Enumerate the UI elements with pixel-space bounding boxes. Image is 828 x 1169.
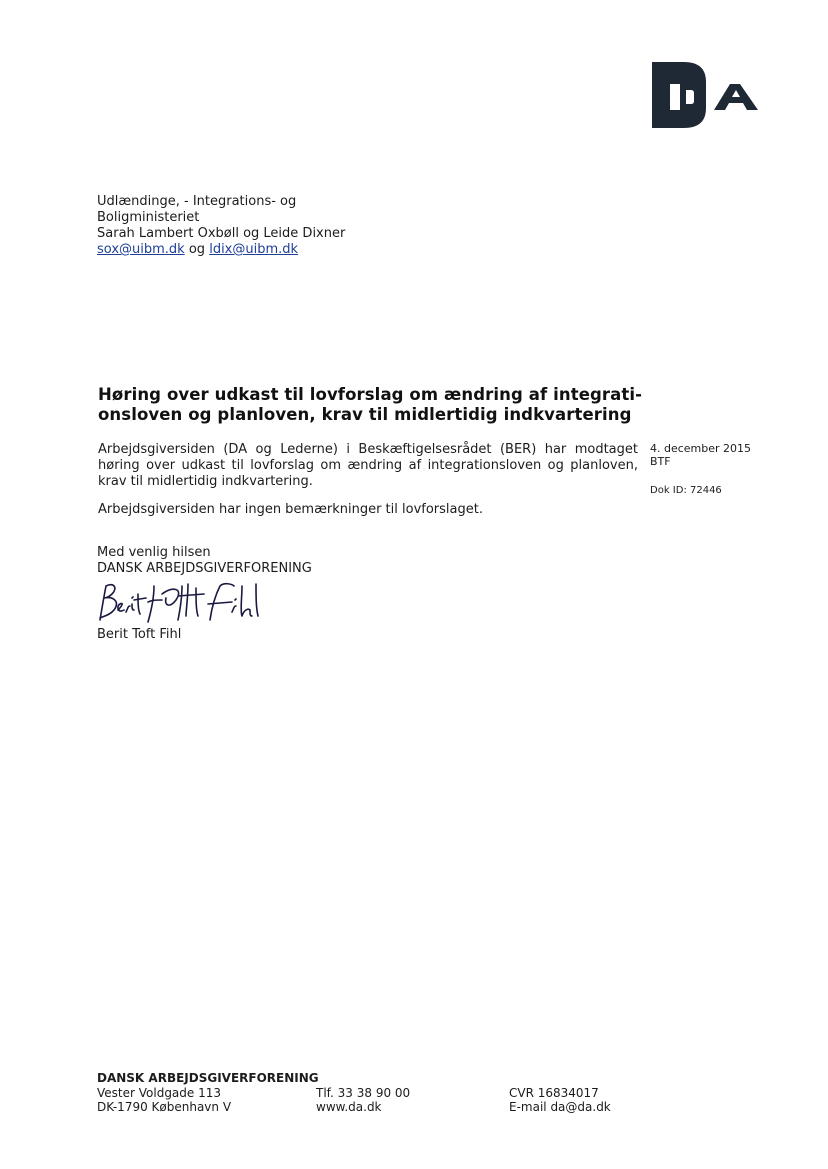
footer-address-line-2: DK-1790 København V bbox=[97, 1100, 232, 1114]
footer-organization: DANSK ARBEJDSGIVERFORENING bbox=[97, 1071, 319, 1085]
title-line-1: Høring over udkast til lovforslag om ændring af integrati- bbox=[98, 385, 643, 404]
recipient-emails bbox=[97, 242, 427, 258]
title-line-2: onsloven og planloven, krav til midlertidig indkvartering bbox=[98, 405, 632, 424]
recipient-block bbox=[97, 194, 427, 258]
signer-name: Berit Toft Fihl bbox=[97, 627, 182, 642]
handwritten-signature bbox=[92, 580, 272, 626]
body-paragraph-1: Arbejdsgiversiden (DA og Lederne) i Beskæftigelsesrådet (BER) har modtaget høring over udkast til lovforslag om ændring af integrationsloven og planloven, krav til midlertidig indkvartering. bbox=[98, 442, 638, 489]
letter-body bbox=[98, 442, 638, 518]
recipient-line-1: Udlændinge, - Integrations- og bbox=[97, 194, 297, 209]
footer-cvr: CVR 16834017 bbox=[509, 1086, 599, 1100]
footer-email[interactable]: E-mail da@da.dk bbox=[509, 1100, 611, 1114]
letter-date: 4. december 2015 bbox=[650, 442, 752, 455]
letter-title bbox=[98, 385, 643, 425]
closing-organization: DANSK ARBEJDSGIVERFORENING bbox=[97, 561, 312, 576]
footer-registration bbox=[509, 1086, 611, 1114]
da-logo bbox=[652, 62, 762, 128]
footer-address-line-1: Vester Voldgade 113 bbox=[97, 1086, 222, 1100]
closing-block bbox=[97, 545, 397, 577]
email-link-sox[interactable]: sox@uibm.dk bbox=[97, 242, 185, 257]
footer-web[interactable]: www.da.dk bbox=[316, 1100, 382, 1114]
document-id: Dok ID: 72446 bbox=[650, 485, 722, 496]
recipient-line-3: Sarah Lambert Oxbøll og Leide Dixner bbox=[97, 226, 346, 241]
email-link-ldix[interactable]: ldix@uibm.dk bbox=[209, 242, 299, 257]
closing-greeting: Med venlig hilsen bbox=[97, 545, 211, 560]
body-paragraph-2: Arbejdsgiversiden har ingen bemærkninger til lovforslaget. bbox=[98, 502, 483, 517]
email-conjunction: og bbox=[188, 242, 206, 257]
letter-footer bbox=[97, 1071, 657, 1114]
letter-meta bbox=[650, 442, 770, 497]
recipient-line-2: Boligministeriet bbox=[97, 210, 200, 225]
author-initials: BTF bbox=[650, 455, 671, 468]
footer-phone: Tlf. 33 38 90 00 bbox=[316, 1086, 411, 1100]
footer-contact bbox=[316, 1086, 410, 1114]
footer-address bbox=[97, 1086, 231, 1114]
